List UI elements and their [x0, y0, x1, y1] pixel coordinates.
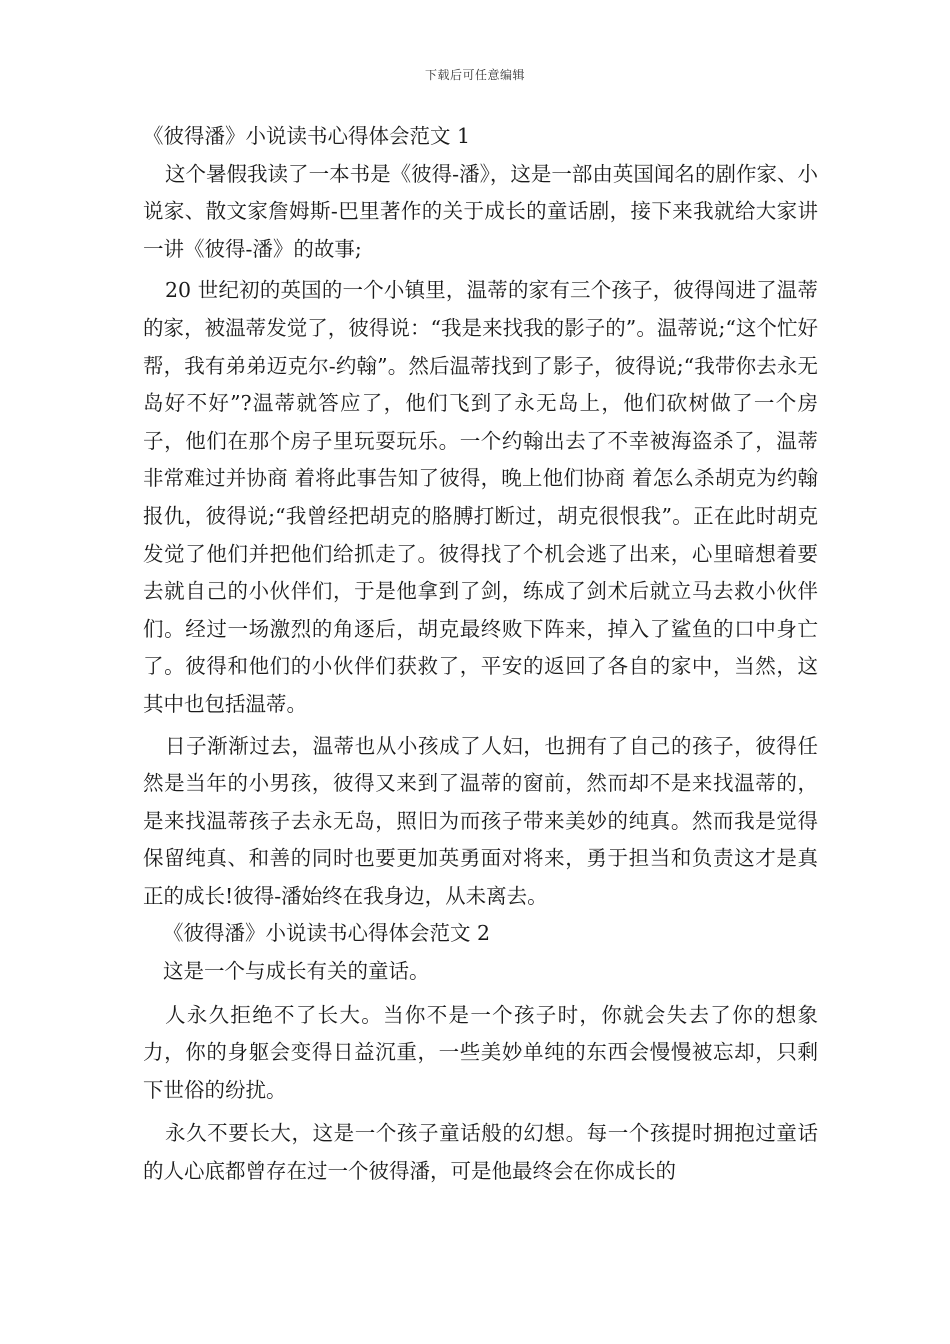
- paragraph-3: 日子渐渐过去，温蒂也从小孩成了人妇，也拥有了自己的孩子，彼得任然是当年的小男孩，彼得又来到了温蒂的窗前，然而却不是来找温蒂的，是来找温蒂孩子去永无岛，照旧为而孩子带来美妙的纯真。然而我是觉得保留纯真、和善的同时也要更加英勇面对将来，勇于担当和负责这才是真正的成长!彼得-潘始终在我身边，从未离去。: [143, 733, 818, 908]
- paragraph-2: 20 世纪初的英国的一个小镇里，温蒂的家有三个孩子，彼得闯进了温蒂的家，被温蒂发觉了，彼得说：“我是来找我的影子的”。温蒂说;“这个忙好帮，我有弟弟迈克尔-约翰”。然后温蒂找到了影子，彼得说;“我带你去永无岛好不好”?温蒂就答应了，他们飞到了永无岛上，他们砍树做了一个房子，他们在那个房子里玩耍玩乐。一个约翰出去了不幸被海盗杀了，温蒂非常难过并协商 着将此事告知了彼得，晚上他们协商 着怎么杀胡克为约翰报仇，彼得说;“我曾经把胡克的胳膊打断过，胡克很恨我”。正在此时胡克发觉了他们并把他们给抓走了。彼得找了个机会逃了出来，心里暗想着要去就自己的小伙伴们，于是他拿到了剑，练成了剑术后就立马去救小伙伴们。经过一场激烈的角逐后，胡克最终败下阵来，掉入了鲨鱼的口中身亡了。彼得和他们的小伙伴们获救了，平安的返回了各自的家中，当然，这其中也包括温蒂。: [143, 278, 818, 716]
- paragraph-1: 这个暑假我读了一本书是《彼得-潘》，这是一部由英国闻名的剧作家、小说家、散文家詹姆斯-巴里著作的关于成长的童话剧，接下来我就给大家讲一讲《彼得-潘》的故事;: [143, 161, 818, 261]
- paragraph-5: 人永久拒绝不了长大。当你不是一个孩子时，你就会失去了你的想象力，你的身躯会变得日益沉重，一些美妙单纯的东西会慢慢被忘却，只剩下世俗的纷扰。: [143, 1002, 818, 1102]
- section-title-2: 《彼得潘》小说读书心得体会范文 2: [163, 921, 491, 946]
- page-header: 下载后可任意编辑: [424, 68, 525, 82]
- paragraph-6: 永久不要长大，这是一个孩子童话般的幻想。每一个孩提时拥抱过童话的人心底都曾存在过一个彼得潘，可是他最终会在你成长的: [143, 1121, 818, 1184]
- document-body: [143, 118, 818, 1191]
- section-title-1: 《彼得潘》小说读书心得体会范文 1: [143, 124, 471, 148]
- paragraph-4: 这是一个与成长有关的童话。: [163, 959, 430, 984]
